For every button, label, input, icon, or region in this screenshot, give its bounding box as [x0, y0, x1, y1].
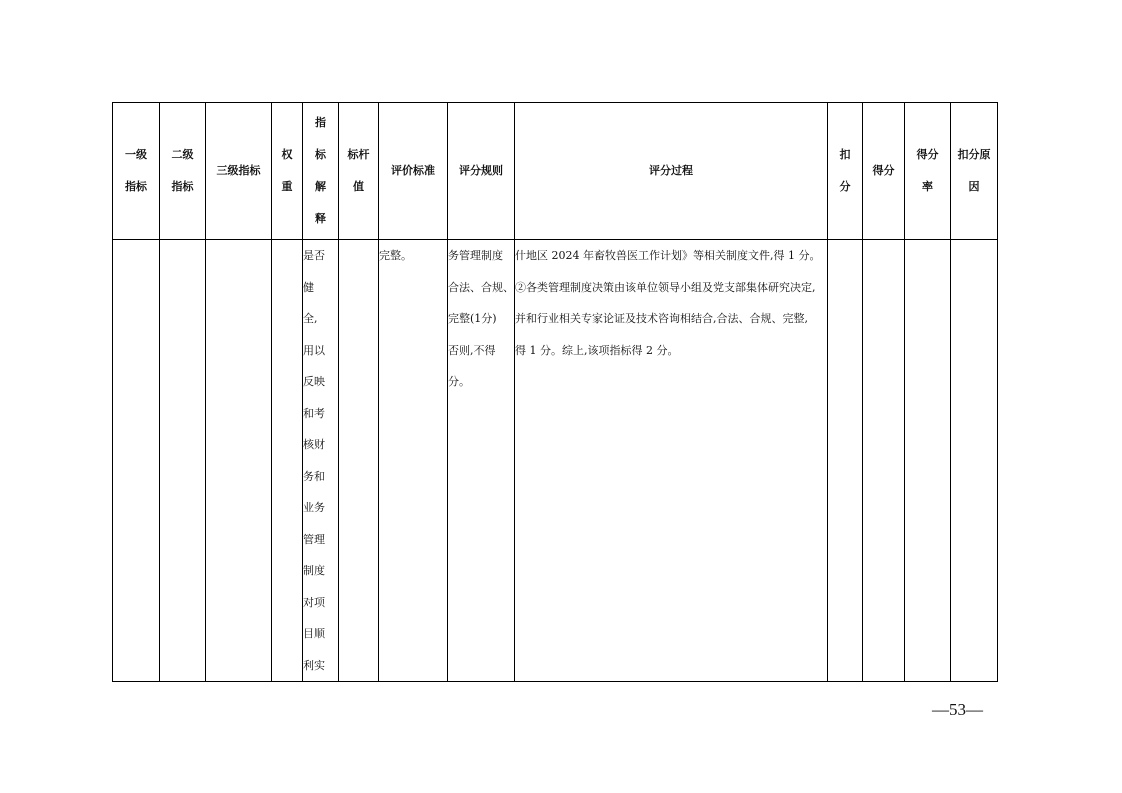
- evaluation-table: [112, 102, 998, 682]
- cell-reason: [951, 240, 998, 682]
- header-process: 评分过程: [515, 103, 828, 240]
- page-number: —53—: [932, 700, 983, 719]
- header-level1: 一级 指标: [113, 103, 160, 240]
- cell-rules: 务管理制度 合法、合规、 完整(1分) 否则,不得 分。: [448, 240, 515, 682]
- header-rules: 评分规则: [448, 103, 515, 240]
- header-explain: 指 标 解 释: [303, 103, 339, 240]
- cell-level1: [113, 240, 160, 682]
- header-criteria: 评价标准: [379, 103, 448, 240]
- header-score: 得分: [863, 103, 905, 240]
- header-weight: 权 重: [272, 103, 303, 240]
- cell-level2: [160, 240, 206, 682]
- header-benchmark: 标杆 值: [339, 103, 379, 240]
- cell-score: [863, 240, 905, 682]
- header-deduct: 扣 分: [828, 103, 863, 240]
- table-row: [113, 240, 998, 682]
- header-row: [113, 103, 998, 240]
- cell-deduct: [828, 240, 863, 682]
- cell-explain: 是否 健 全, 用以 反映 和考 核财 务和 业务 管理 制度 对项 目顺 利实: [303, 240, 339, 682]
- header-reason: 扣分原 因: [951, 103, 998, 240]
- cell-criteria: 完整。: [379, 240, 448, 682]
- header-rate: 得分 率: [905, 103, 951, 240]
- header-level3: 三级指标: [206, 103, 272, 240]
- cell-weight: [272, 240, 303, 682]
- header-level2: 二级 指标: [160, 103, 206, 240]
- cell-level3: [206, 240, 272, 682]
- cell-rate: [905, 240, 951, 682]
- cell-process: 什地区 2024 年畜牧兽医工作计划》等相关制度文件,得 1 分。 ②各类管理制度决策由该单位领导小组及党支部集体研究决定, 并和行业相关专家论证及技术咨询相结合,合法、合规、完整, 得 1 分。综上,该项指标得 2 分。: [515, 240, 828, 682]
- cell-benchmark: [339, 240, 379, 682]
